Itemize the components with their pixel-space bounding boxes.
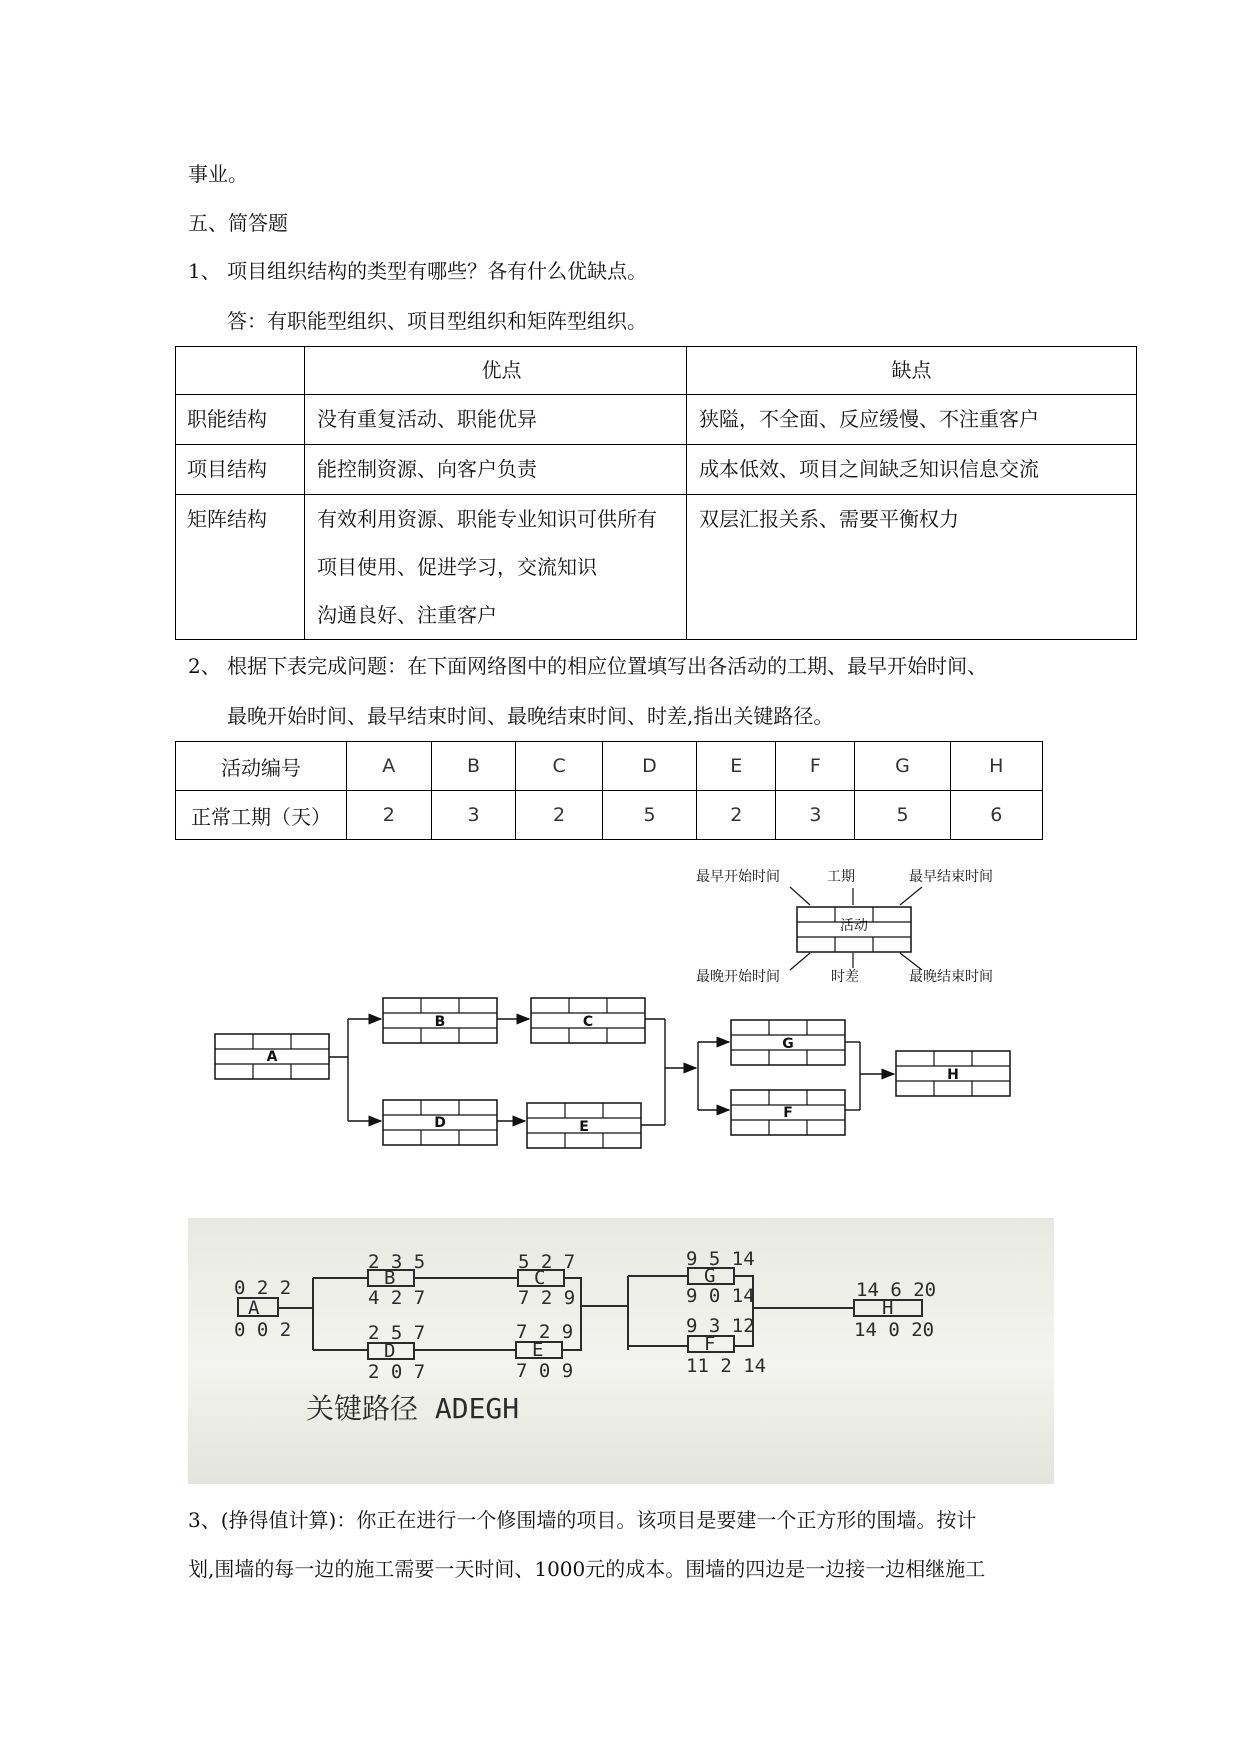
hw-b-top: 2 3 5 xyxy=(368,1251,426,1273)
table-cell: 项目结构 xyxy=(176,445,305,495)
node-label: H xyxy=(947,1067,959,1083)
hw-h-top: 14 6 20 xyxy=(856,1279,937,1301)
hw-f-top: 9 3 12 xyxy=(686,1315,755,1337)
hw-g-top: 9 5 14 xyxy=(686,1248,755,1270)
section-heading: 五、简答题 xyxy=(188,211,288,235)
hw-d-top: 2 5 7 xyxy=(368,1322,426,1344)
node-label: F xyxy=(783,1105,793,1121)
node-label: C xyxy=(582,1014,594,1030)
handwritten-answer-photo xyxy=(188,1218,1054,1484)
hw-c-top: 5 2 7 xyxy=(518,1251,576,1273)
table-header-row xyxy=(176,347,1137,395)
hw-b-bot: 4 2 7 xyxy=(368,1287,426,1309)
table-cell: B xyxy=(431,742,516,791)
table-cell: 双层汇报关系、需要平衡权力 xyxy=(687,495,1137,640)
hw-d-bot: 2 0 7 xyxy=(368,1361,426,1383)
node-a xyxy=(215,1034,329,1079)
table-cell: G xyxy=(855,742,950,791)
legend-slack: 时差 xyxy=(831,969,859,985)
table-cell: 正常工期（天） xyxy=(176,791,347,840)
node-h xyxy=(896,1051,1010,1096)
table-cell xyxy=(305,495,687,640)
legend xyxy=(696,868,993,985)
handwritten-lines xyxy=(238,1268,922,1359)
question-2-cont: 最晚开始时间、最早结束时间、最晚结束时间、时差,指出关键路径。 xyxy=(227,704,834,728)
table-cell: 3 xyxy=(776,791,855,840)
node-b xyxy=(383,998,497,1043)
hw-a-top: 0 2 2 xyxy=(234,1277,292,1299)
table-cell: 能控制资源、向客户负责 xyxy=(305,445,687,495)
legend-activity: 活动 xyxy=(840,918,868,934)
table-cell: 6 xyxy=(950,791,1042,840)
table-cell: 5 xyxy=(855,791,950,840)
node-f xyxy=(731,1090,845,1135)
hw-b: B xyxy=(384,1267,396,1289)
table-header-cell xyxy=(176,347,305,395)
table-cell: D xyxy=(602,742,697,791)
table-row xyxy=(176,395,1137,445)
legend-lf: 最晚结束时间 xyxy=(909,969,993,985)
table-cell: 成本低效、项目之间缺乏知识信息交流 xyxy=(687,445,1137,495)
table-cell: 狭隘，不全面、反应缓慢、不注重客户 xyxy=(687,395,1137,445)
hw-critical-path: 关键路径 ADEGH xyxy=(306,1392,520,1425)
hw-f: F xyxy=(704,1333,716,1355)
node-d xyxy=(383,1100,497,1145)
hw-g: G xyxy=(704,1265,716,1287)
node-label: D xyxy=(434,1115,446,1131)
legend-ef: 最早结束时间 xyxy=(909,869,993,885)
table-cell: 2 xyxy=(697,791,776,840)
table-cell: 职能结构 xyxy=(176,395,305,445)
table-cell: F xyxy=(776,742,855,791)
hw-h-bot: 14 0 20 xyxy=(854,1319,935,1341)
table-cell: H xyxy=(950,742,1042,791)
hw-d: D xyxy=(384,1340,396,1362)
node-label: E xyxy=(579,1119,589,1135)
table-cell: C xyxy=(516,742,602,791)
question-1: 1、 项目组织结构的类型有哪些？各有什么优缺点。 xyxy=(188,259,648,283)
table-cell: A xyxy=(347,742,432,791)
answer-1: 答：有职能型组织、项目型组织和矩阵型组织。 xyxy=(227,309,647,333)
table-row xyxy=(176,742,1043,791)
table-cell-line: 项目使用、促进学习，交流知识 xyxy=(317,555,597,579)
table-row xyxy=(176,791,1043,840)
hw-f-bot: 11 2 14 xyxy=(686,1355,767,1377)
table-row xyxy=(176,495,1137,640)
table-cell-line: 沟通良好、注重客户 xyxy=(317,603,497,627)
table-header-cell: 优点 xyxy=(305,347,687,395)
node-e xyxy=(527,1103,641,1148)
table-cell-line: 有效利用资源、职能专业知识可供所有 xyxy=(317,507,657,531)
hw-a: A xyxy=(248,1297,260,1319)
table-cell: 2 xyxy=(516,791,602,840)
table-cell: 2 xyxy=(347,791,432,840)
table-cell: 5 xyxy=(602,791,697,840)
table-row xyxy=(176,445,1137,495)
node-label: B xyxy=(434,1014,446,1030)
legend-duration: 工期 xyxy=(827,869,855,885)
node-g xyxy=(731,1020,845,1065)
duration-table xyxy=(175,741,1043,840)
question-2: 2、 根据下表完成问题：在下面网络图中的相应位置填写出各活动的工期、最早开始时间、 xyxy=(188,654,988,678)
table-cell: 活动编号 xyxy=(176,742,347,791)
legend-es: 最早开始时间 xyxy=(696,869,780,885)
handwritten-diagram xyxy=(188,1218,1054,1484)
node-c xyxy=(531,998,645,1043)
hw-c: C xyxy=(534,1267,546,1289)
text-line-1: 事业。 xyxy=(188,162,248,186)
table-cell: 没有重复活动、职能优异 xyxy=(305,395,687,445)
hw-e-bot: 7 0 9 xyxy=(516,1360,574,1382)
network-diagram xyxy=(0,860,1241,1160)
hw-a-bot: 0 0 2 xyxy=(234,1319,292,1341)
node-label: G xyxy=(782,1036,794,1052)
table-cell: E xyxy=(697,742,776,791)
hw-h: H xyxy=(882,1297,894,1319)
hw-c-bot: 7 2 9 xyxy=(518,1287,576,1309)
table-cell: 矩阵结构 xyxy=(176,495,305,640)
table-cell: 3 xyxy=(431,791,516,840)
hw-g-bot: 9 0 14 xyxy=(686,1285,755,1307)
node-label: A xyxy=(266,1049,278,1065)
hw-e-top: 7 2 9 xyxy=(516,1321,574,1343)
legend-ls: 最晚开始时间 xyxy=(696,969,780,985)
table-header-cell: 缺点 xyxy=(687,347,1137,395)
org-structure-table xyxy=(175,346,1137,640)
question-3: 3、(挣得值计算)：你正在进行一个修围墙的项目。该项目是要建一个正方形的围墙。按计 xyxy=(188,1508,977,1532)
hw-e: E xyxy=(532,1339,544,1361)
question-3-cont: 划,围墙的每一边的施工需要一天时间、1000元的成本。围墙的四边是一边接一边相继施工 xyxy=(188,1557,986,1581)
